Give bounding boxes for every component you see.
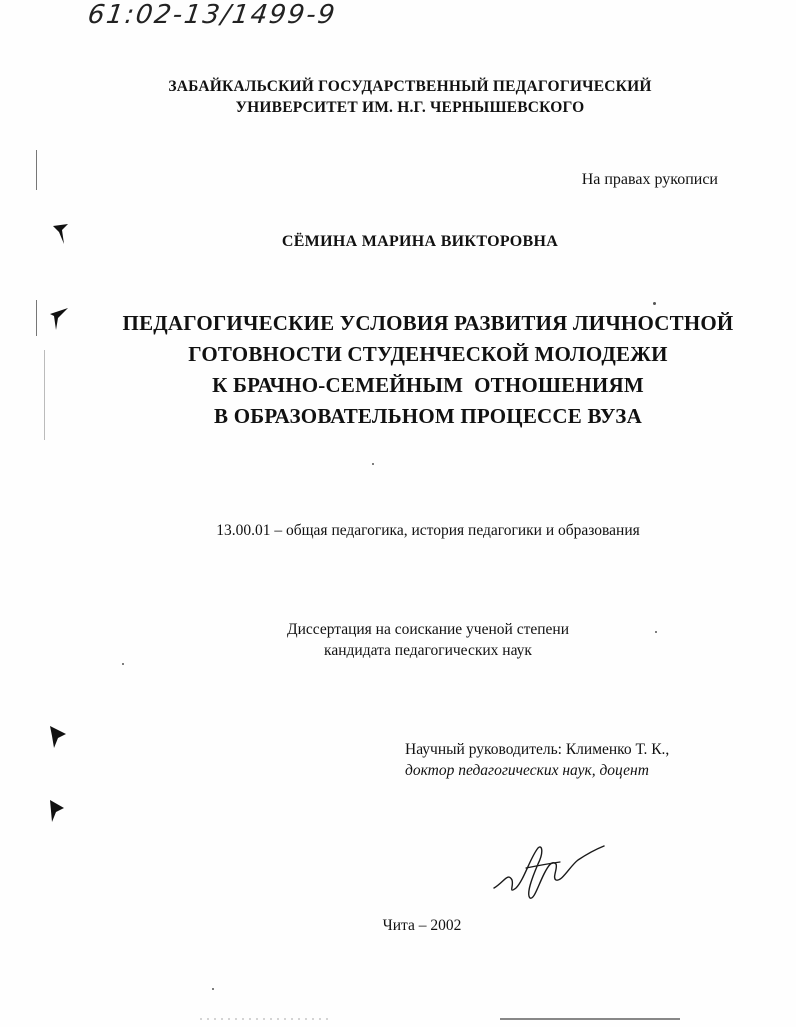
scan-edge-line (36, 150, 37, 190)
scan-speck (655, 631, 657, 633)
institution-line-1: ЗАБАЙКАЛЬСКИЙ ГОСУДАРСТВЕННЫЙ ПЕДАГОГИЧЕСКИЙ (168, 78, 652, 95)
title-line-4: В ОБРАЗОВАТЕЛЬНОМ ПРОЦЕССЕ ВУЗА (214, 404, 642, 428)
institution-name (12, 76, 796, 118)
degree-line-1: Диссертация на соискание ученой степени (287, 621, 569, 638)
scan-margin-mark-icon (46, 722, 70, 750)
author-name: СЁМИНА МАРИНА ВИКТОРОВНА (281, 233, 559, 250)
dissertation-title (30, 308, 796, 432)
institution-line-2: УНИВЕРСИТЕТ ИМ. Н.Г. ЧЕРНЫШЕВСКОГО (235, 99, 585, 116)
title-line-3: К БРАЧНО-СЕМЕЙНЫМ ОТНОШЕНИЯМ (212, 373, 644, 397)
handwritten-signature-icon (490, 838, 610, 908)
specialty-code: 13.00.01 – общая педагогика, история педагогики и образования (216, 522, 640, 539)
supervisor-rank: доктор педагогических наук, доцент (405, 762, 649, 779)
scan-speck (212, 988, 214, 990)
scan-margin-mark-icon (46, 798, 68, 824)
scan-speck (653, 302, 656, 305)
rights-note: На правах рукописи (581, 171, 718, 188)
scan-bottom-noise (200, 1016, 680, 1022)
title-line-1: ПЕДАГОГИЧЕСКИЕ УСЛОВИЯ РАЗВИТИЯ ЛИЧНОСТНОЙ (122, 311, 734, 335)
scan-speck (372, 463, 374, 465)
archive-number: 61:02-13/1499-9 (85, 0, 339, 30)
degree-line-2: кандидата педагогических наук (324, 642, 532, 659)
title-line-2: ГОТОВНОСТИ СТУДЕНЧЕСКОЙ МОЛОДЕЖИ (188, 342, 668, 366)
scan-speck (122, 663, 124, 665)
city-year: Чита – 2002 (382, 917, 462, 934)
degree-statement (30, 619, 796, 661)
supervisor-name: Научный руководитель: Клименко Т. К., (405, 741, 670, 758)
scientific-supervisor (405, 739, 669, 781)
